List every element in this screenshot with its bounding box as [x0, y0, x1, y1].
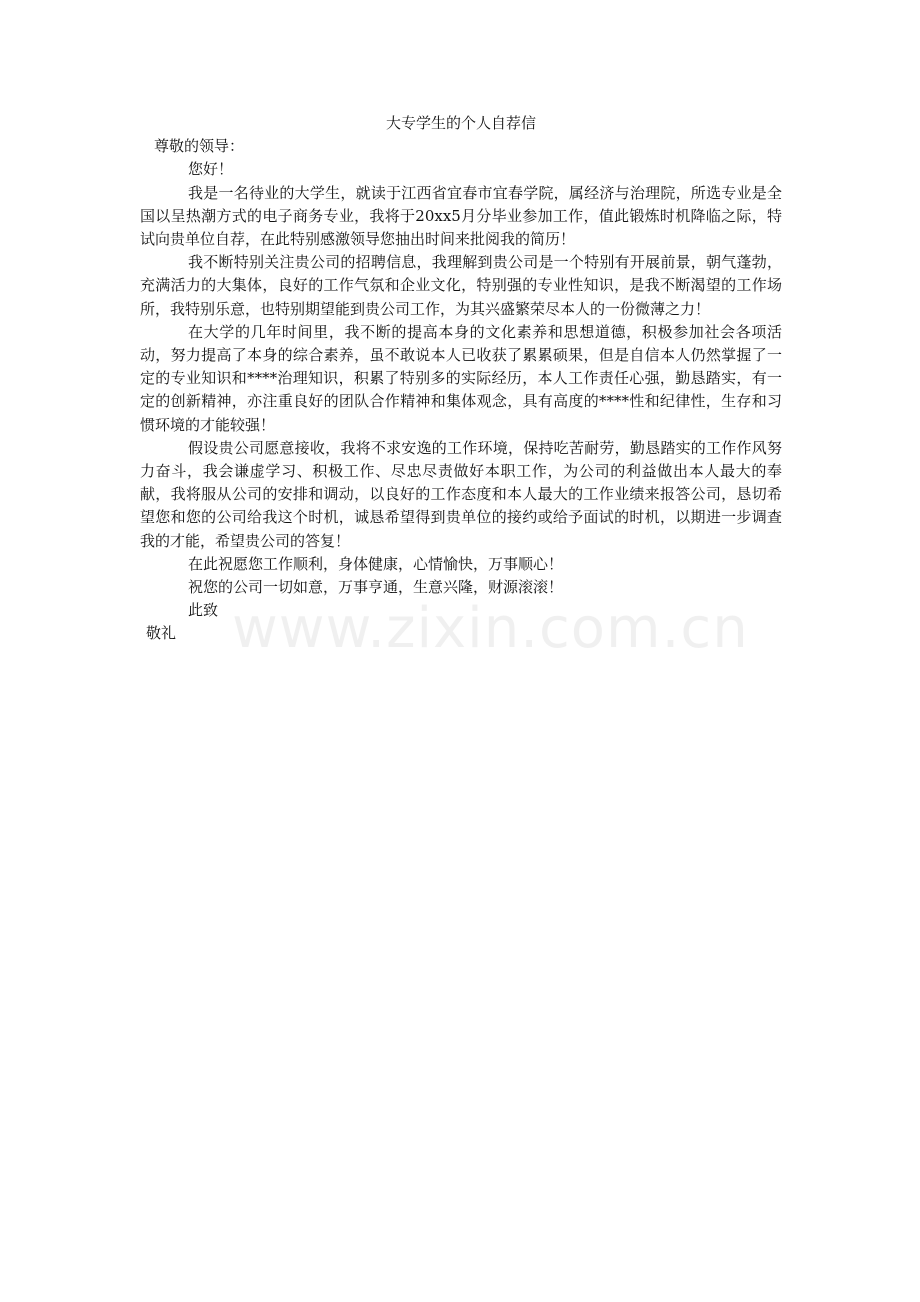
watermark-text: www.zixin.com.cn: [232, 596, 749, 661]
greeting: 您好！: [188, 160, 234, 179]
paragraph-commitment: 假设贵公司愿意接收，我将不求安逸的工作环境，保持吃苦耐劳，勤恳踏实的工作作风努力奋斗，我会谦虚学习、积极工作、尽忠尽责做好本职工作，为公司的利益做出本人最大的奉献，我将服从公司的安排和调动，以良好的工作态度和本人最大的工作业绩来报答公司，恳切希望您和您的公司给我这个时机，诚恳希望得到贵单位的接约或给予面试的时机，以期进一步调查我的才能，希望贵公司的答复！: [140, 438, 782, 550]
letter-page: [140, 112, 782, 646]
closing-salute: 敬礼: [146, 624, 177, 643]
closing-phrase: 此致: [188, 601, 219, 620]
paragraph-intro: 我是一名待业的大学生，就读于江西省宜春市宜春学院，属经济与治理院，所选专业是全国以呈热潮方式的电子商务专业，我将于20xx5月分毕业参加工作，值此锻炼时机降临之际，特试向贵单位自荐，在此特别感激领导您抽出时间来批阅我的简历！: [140, 183, 782, 249]
paragraph-wishes-company: 祝您的公司一切如意，万事亨通，生意兴隆，财源滚滚！: [188, 578, 564, 597]
paragraph-university-experience: 在大学的几年时间里，我不断的提高本身的文化素养和思想道德，积极参加社会各项活动，努力提高了本身的综合素养，虽不敢说本人已收获了累累硕果，但是自信本人仍然掌握了一定的专业知识和****治理知识，积累了特别多的实际经历，本人工作责任心强，勤恳踏实，有一定的创新精神，亦注重良好的团队合作精神和集体观念，具有高度的****性和纪律性，生存和习惯环境的才能较强！: [140, 322, 782, 434]
paragraph-company-interest: 我不断特别关注贵公司的招聘信息，我理解到贵公司是一个特别有开展前景，朝气蓬勃，充满活力的大集体，良好的工作气氛和企业文化，特别强的专业性知识，是我不断渴望的工作场所，我特别乐意，也特别期望能到贵公司工作，为其兴盛繁荣尽本人的一份微薄之力！: [140, 253, 782, 318]
salutation: 尊敬的领导：: [154, 137, 245, 156]
document-title: 大专学生的个人自荐信: [385, 114, 536, 132]
paragraph-wishes-health: 在此祝愿您工作顺利，身体健康，心情愉快，万事顺心！: [188, 554, 564, 573]
